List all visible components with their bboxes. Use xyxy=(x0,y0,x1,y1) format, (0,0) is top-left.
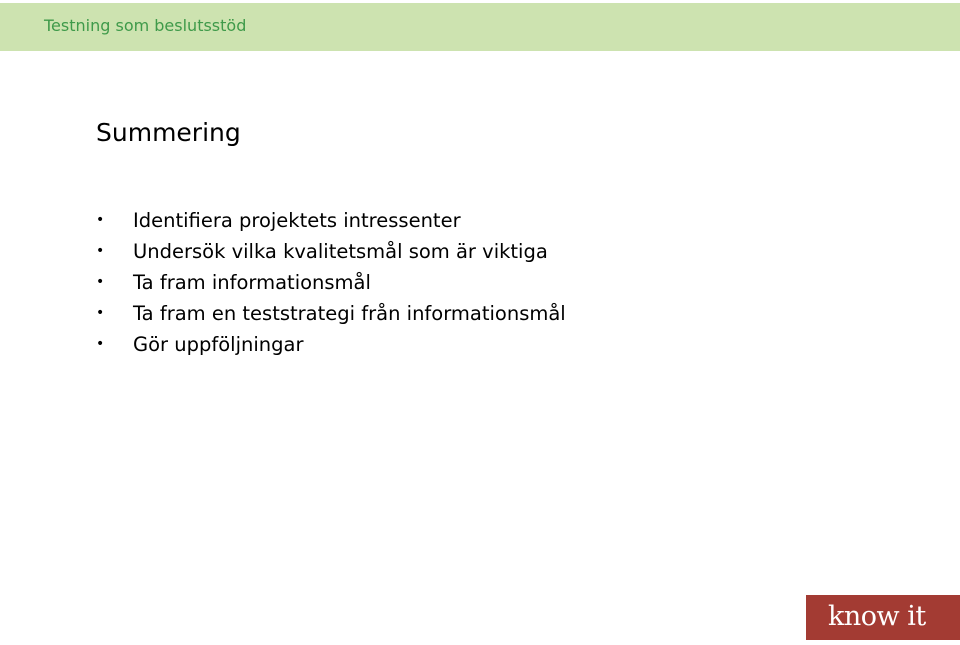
bullet-item xyxy=(0,205,960,236)
bullet-item xyxy=(0,267,960,298)
bullet-dot-icon: • xyxy=(96,305,105,321)
bullet-text: Undersök vilka kvalitetsmål som är viktiga xyxy=(133,240,548,263)
bullet-item xyxy=(0,236,960,267)
header-title: Testning som beslutsstöd xyxy=(44,16,247,35)
slide-title: Summering xyxy=(96,118,241,147)
bullet-text: Gör uppföljningar xyxy=(133,333,304,356)
bullet-dot-icon: • xyxy=(96,243,105,259)
logo-text: know it xyxy=(828,601,926,632)
bullet-dot-icon: • xyxy=(96,274,105,290)
bullet-list xyxy=(0,205,960,360)
bullet-text: Ta fram en teststrategi från informationsmål xyxy=(133,302,566,325)
bullet-item xyxy=(0,329,960,360)
bullet-text: Ta fram informationsmål xyxy=(133,271,371,294)
bullet-dot-icon: • xyxy=(96,336,105,352)
bullet-item xyxy=(0,298,960,329)
bullet-dot-icon: • xyxy=(96,212,105,228)
know-it-logo xyxy=(806,595,960,640)
bullet-text: Identifiera projektets intressenter xyxy=(133,209,461,232)
